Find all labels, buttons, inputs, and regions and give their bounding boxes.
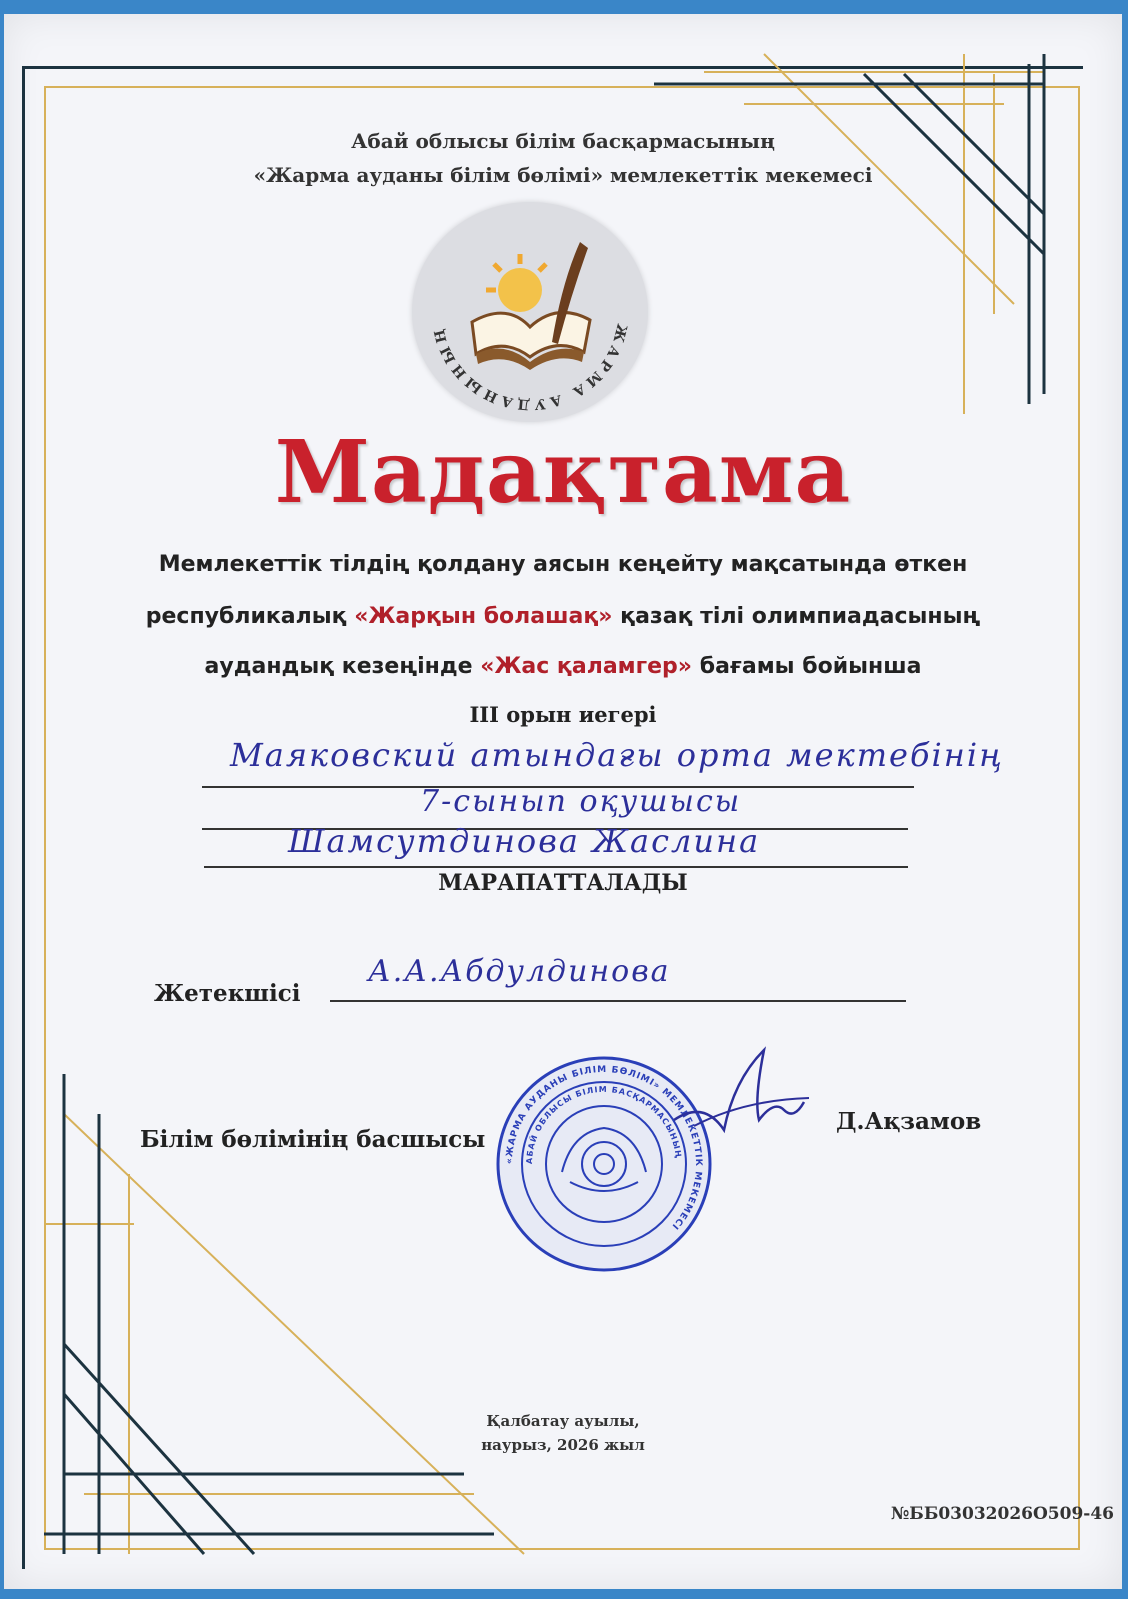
body-line-3-pre: аудандық кезеңінде xyxy=(204,654,473,679)
supervisor-line xyxy=(330,1000,906,1002)
awarded-label: МАРАПАТТАЛАДЫ xyxy=(438,870,688,896)
open-book-sun-feather-icon xyxy=(412,202,648,422)
place-label: ІІІ орын иегері xyxy=(469,702,657,727)
issuer-line-1: Абай облысы білім басқармасының xyxy=(351,129,775,153)
body-line-2-pre: республикалық xyxy=(145,604,347,629)
body-line-2-post: қазақ тілі олимпиадасының xyxy=(620,604,981,629)
olympiad-name: «Жарқын болашақ» xyxy=(354,604,613,629)
issue-place: Қалбатау ауылы, xyxy=(486,1412,640,1430)
handwritten-student-name: Шамсутдинова Жаслина xyxy=(288,822,761,860)
body-line-1: Мемлекеттік тілдің қолдану аясын кеңейту мақсатында өткен xyxy=(158,552,968,577)
issue-place-date xyxy=(4,1409,1122,1457)
nomination-name: «Жас қаламгер» xyxy=(480,654,693,679)
certificate-title: Мадақтама xyxy=(274,422,852,523)
head-label: Білім бөлімінің басшысы xyxy=(140,1126,486,1153)
logo-ring-text: ЖАРМА АУДАНЫНЫҢ xyxy=(430,322,630,413)
head-signature-icon xyxy=(664,1040,814,1150)
handwritten-grade: 7-сынып оқушысы xyxy=(420,784,742,819)
issuer-header xyxy=(4,124,1122,192)
handwritten-supervisor: А.А.Абдулдинова xyxy=(368,954,671,989)
issue-date: наурыз, 2026 жыл xyxy=(481,1436,645,1454)
fill-line-3 xyxy=(204,866,908,868)
body-line-3-post: бағамы бойынша xyxy=(699,654,922,679)
head-name: Д.Ақзамов xyxy=(836,1108,982,1135)
body-line-2 xyxy=(4,604,1122,629)
stamp-inner-text: АБАЙ ОБЛЫСЫ БІЛІМ БАСҚАРМАСЫНЫҢ xyxy=(524,1084,683,1165)
certificate-sheet xyxy=(4,14,1122,1589)
supervisor-label: Жетекшісі xyxy=(154,980,301,1007)
handwritten-school: Маяковский атындағы орта мектебінің xyxy=(230,736,1004,774)
document-number: №ББ03032026О509-46 xyxy=(890,1504,1114,1524)
district-education-logo xyxy=(412,202,648,422)
issuer-line-2: «Жарма ауданы білім бөлімі» мемлекеттік мекемесі xyxy=(253,163,873,187)
body-line-3 xyxy=(4,654,1122,679)
stamp-outer-text: «ЖАРМА АУДАНЫ БІЛІМ БӨЛІМІ» МЕМЛЕКЕТТІК МЕКЕМЕСІ xyxy=(504,1064,704,1232)
